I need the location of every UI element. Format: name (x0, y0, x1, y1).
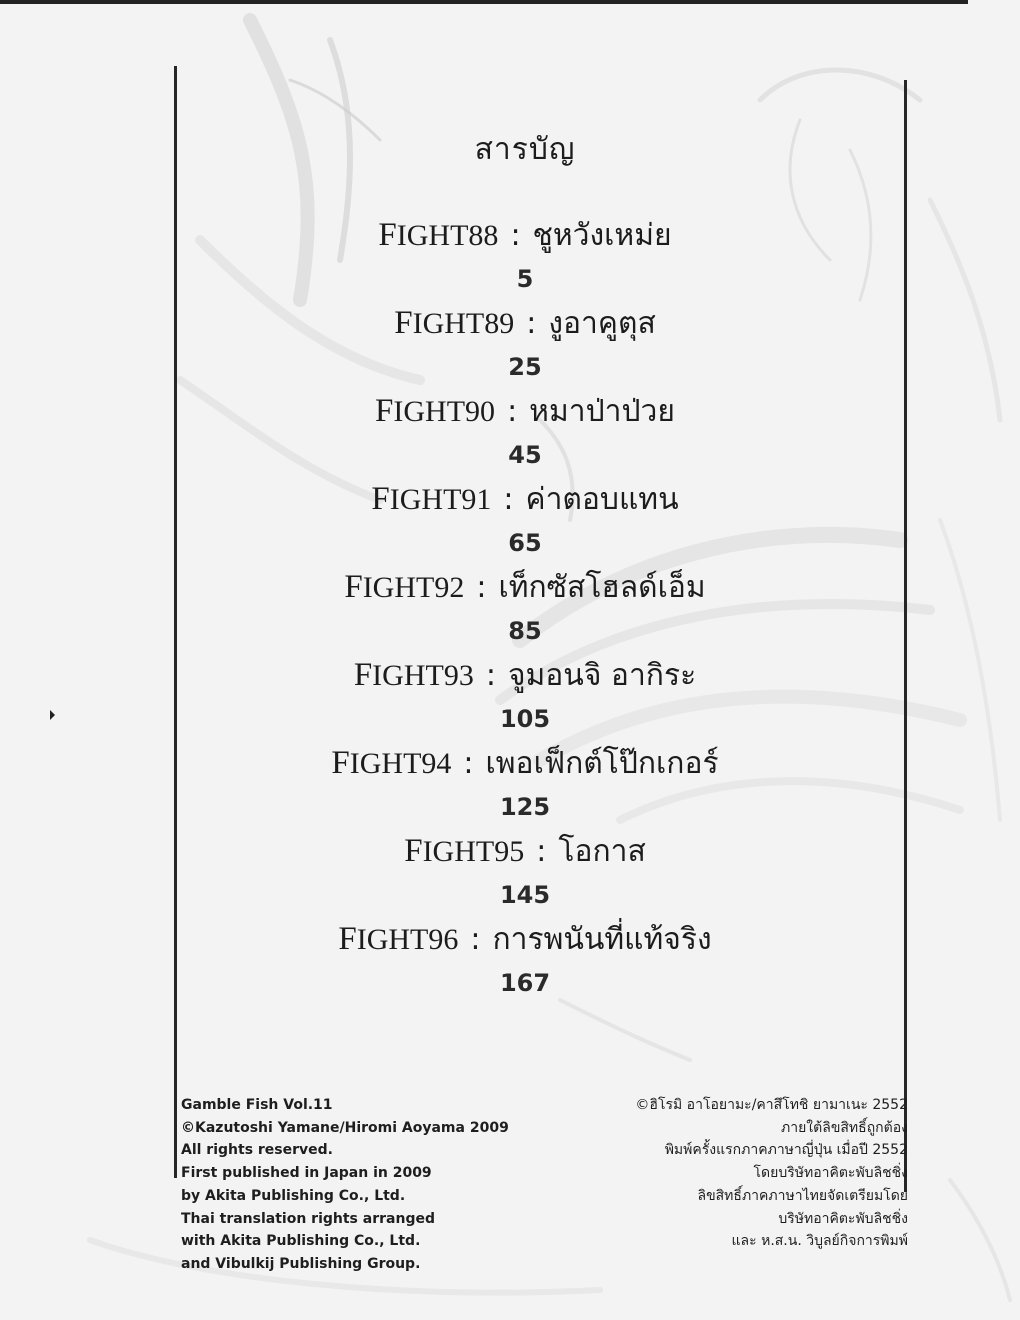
colophon-line: First published in Japan in 2009 (181, 1165, 432, 1182)
separator: : (476, 570, 487, 605)
toc-entry (0, 298, 1020, 386)
table-of-contents (0, 210, 1020, 1002)
colophon-line: โดยบริษัทอาคิตะพับลิชชิ่ง (753, 1165, 908, 1182)
page-number: 105 (499, 705, 551, 733)
toc-entry (0, 474, 1020, 562)
separator: : (470, 922, 481, 957)
chapter-title: ค่าตอบแทน (525, 482, 679, 517)
colophon-thai (635, 1094, 908, 1253)
page-number: 45 (508, 441, 542, 469)
toc-entry (0, 738, 1020, 826)
colophon-line: บริษัทอาคิตะพับลิชชิ่ง (778, 1210, 908, 1227)
colophon-line: ลิขสิทธิ์ภาคภาษาไทยจัดเตรียมโดย (697, 1187, 908, 1204)
colophon-line: Thai translation rights arranged (181, 1210, 435, 1227)
separator: : (510, 218, 521, 253)
chapter-label: FIGHT96 (338, 921, 459, 957)
chapter-title: การพนันที่แท้จริง (492, 922, 712, 957)
chapter-title: โอกาส (558, 834, 646, 869)
chapter-label: FIGHT92 (344, 569, 465, 605)
page-number: 25 (508, 353, 542, 381)
colophon-line: with Akita Publishing Co., Ltd. (181, 1233, 421, 1250)
chapter-title: งูอาคูตุส (548, 306, 656, 341)
colophon-line: All rights reserved. (181, 1142, 333, 1159)
separator: : (526, 306, 537, 341)
separator: : (485, 658, 496, 693)
toc-title: สารบัญ (474, 132, 576, 167)
colophon-line: and Vibulkij Publishing Group. (181, 1255, 421, 1272)
chapter-title: ชูหวังเหม่ย (532, 218, 672, 253)
page-number: 145 (499, 881, 551, 909)
chapter-label: FIGHT94 (331, 745, 452, 781)
toc-entry (0, 210, 1020, 298)
chapter-label: FIGHT90 (375, 393, 496, 429)
chapter-title: หมาป่าป่วย (529, 394, 675, 429)
chapter-label: FIGHT93 (353, 657, 474, 693)
toc-entry (0, 914, 1020, 1002)
toc-entry (0, 562, 1020, 650)
colophon-line: Gamble Fish Vol.11 (181, 1097, 333, 1113)
chapter-label: FIGHT88 (378, 217, 499, 253)
colophon-line: ภายใต้ลิขสิทธิ์ถูกต้อง (781, 1119, 908, 1136)
colophon-line: และ ห.ส.น. วิบูลย์กิจการพิมพ์ (731, 1233, 908, 1250)
chapter-title: จูมอนจิ อากิระ (507, 658, 697, 693)
colophon-english (181, 1094, 509, 1276)
chapter-label: FIGHT89 (394, 305, 515, 341)
separator: : (507, 394, 518, 429)
chapter-label: FIGHT95 (404, 833, 525, 869)
separator: : (503, 482, 514, 517)
page-number: 65 (508, 529, 542, 557)
chapter-label: FIGHT91 (371, 481, 492, 517)
colophon-line: ©ฮิโรมิ อาโอยามะ/คาสึโทชิ ยามาเนะ 2552 (635, 1097, 908, 1113)
separator: : (463, 746, 474, 781)
page-number: 5 (516, 265, 534, 293)
chapter-title: เท็กซัสโฮลด์เอ็ม (498, 570, 706, 605)
page-number: 167 (499, 969, 551, 997)
separator: : (536, 834, 547, 869)
toc-entry (0, 650, 1020, 738)
toc-entry (0, 826, 1020, 914)
page-number: 85 (508, 617, 542, 645)
colophon-line: by Akita Publishing Co., Ltd. (181, 1187, 406, 1204)
toc-entry (0, 386, 1020, 474)
chapter-title: เพอเฟ็กต์โป๊กเกอร์ (485, 746, 719, 781)
colophon-line: ©Kazutoshi Yamane/Hiromi Aoyama 2009 (181, 1119, 509, 1136)
page-number: 125 (499, 793, 551, 821)
colophon-line: พิมพ์ครั้งแรกภาคภาษาญี่ปุ่น เมื่อปี 2552 (664, 1142, 908, 1159)
